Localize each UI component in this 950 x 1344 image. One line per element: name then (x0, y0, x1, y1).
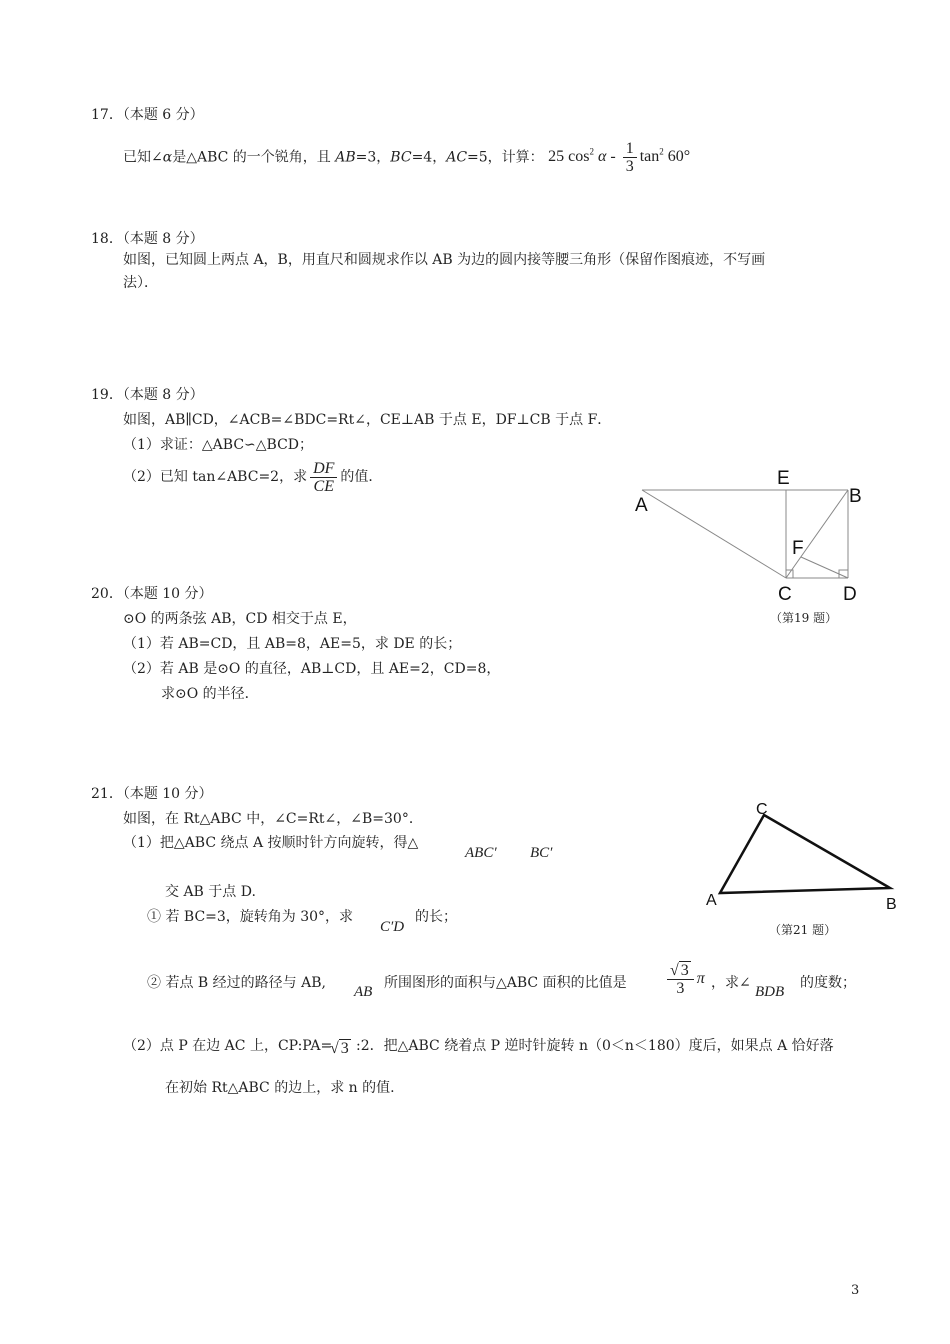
q17-body: 已知∠α是△ABC 的一个锐角，且 AB=3，BC=4，AC=5，计算： 25 $\cos^2 \alpha$ - $\frac{1}{3}$ $\tan^2 60^\circ$ (123, 140, 691, 176)
q21-sub2d: 的度数； (800, 975, 856, 991)
q21-sub2a: ② 若点 B 经过的路径与 AB, (147, 975, 326, 991)
q19-line2: （1）求证：△ABC∽△BCD； (123, 437, 314, 453)
q19-label-d: D (843, 584, 857, 605)
q21-line5: 在初始 Rt△ABC 的边上，求 n 的值. (165, 1080, 395, 1096)
q21-line4b: :2．把△ABC 绕着点 P 逆时针旋转 n（0＜n＜180）度后，如果点 A 恰好落 (356, 1038, 834, 1054)
q19-label-e: E (777, 468, 790, 489)
q20-line1: ⊙O 的两条弦 AB，CD 相交于点 E， (123, 611, 357, 627)
q20-line4: 求⊙O 的半径． (161, 686, 259, 702)
q21-label-c: C (756, 801, 768, 818)
q19-line3: （2）已知 tan∠ABC=2，求 $\frac{DF}{CE}$ 的值． (123, 459, 383, 495)
q20-header: 20．（本题 10 分） (91, 586, 213, 602)
q19-segment-ac (642, 490, 786, 578)
q18-line2: 法）． (123, 275, 158, 291)
q21-label-a: A (706, 892, 717, 909)
q21-header: 21．（本题 10 分） (91, 786, 213, 802)
q19-segment-cb (786, 490, 848, 578)
q21-ratio: $\frac{√ 3}{3}$ π (664, 962, 705, 997)
q19-right-angle-d (839, 570, 848, 578)
q19-label-c: C (778, 584, 792, 605)
q19-label-a: A (635, 495, 648, 516)
q21-angle-bdb: BDB (755, 984, 785, 1000)
q19-label-f: F (792, 538, 804, 559)
q20-line2: （1）若 AB=CD，且 AB=8，AE=5，求 DE 的长； (123, 636, 462, 652)
q19-header: 19．（本题 8 分） (91, 387, 204, 403)
q21-segment-bc-prime: BC′ (530, 845, 553, 861)
q21-line3: 交 AB 于点 D. (165, 884, 256, 900)
q19-segment-df (801, 557, 848, 578)
page-number: 3 (851, 1283, 860, 1298)
q19-label-b: B (849, 486, 862, 507)
q18-header: 18．（本题 8 分） (91, 231, 204, 247)
q21-cd: C′D (380, 919, 405, 935)
q21-sub2c: ，求∠ (711, 975, 751, 991)
q19-line1: 如图，AB∥CD，∠ACB=∠BDC=Rt∠，CE⊥AB 于点 E，DF⊥CB 于点 F． (123, 412, 612, 428)
q21-line4a: （2）点 P 在边 AC 上，CP:PA= (123, 1038, 333, 1054)
q21-line2: （1）把△ABC 绕点 A 按顺时针方向旋转，得△ (123, 835, 419, 851)
q21-sub2b: 所围图形的面积与△ABC 面积的比值是 (384, 975, 627, 991)
q17-header: 17．（本题 6 分） (91, 107, 204, 123)
q21-arc-ab: AB (354, 984, 373, 1000)
figure-q21 (700, 795, 910, 920)
q21-label-b: B (886, 896, 897, 913)
q19-caption: （第19 题） (770, 611, 838, 625)
q21-sqrt3: √ 3 (330, 1040, 349, 1057)
q21-triangle (720, 815, 890, 893)
q21-sub1: ① 若 BC=3，旋转角为 30°，求 (147, 909, 354, 925)
q21-caption: （第21 题） (769, 923, 837, 937)
q17-fraction: $\frac{1}{3}$ (623, 140, 637, 175)
q19-fraction: $\frac{DF}{CE}$ (310, 460, 337, 495)
q21-triangle-abc-prime: ABC′ (465, 845, 497, 861)
q18-line1: 如图，已知圆上两点 A，B，用直尺和圆规求作以 AB 为边的圆内接等腰三角形（保留作图痕迹，不写画 (123, 252, 766, 268)
figure-q19 (630, 462, 870, 632)
q21-line1: 如图，在 Rt△ABC 中，∠C=Rt∠，∠B=30°． (123, 811, 423, 827)
q20-line3: （2）若 AB 是⊙O 的直径，AB⊥CD，且 AE=2，CD=8， (123, 661, 501, 677)
q21-sub1-end: 的长； (415, 909, 457, 925)
